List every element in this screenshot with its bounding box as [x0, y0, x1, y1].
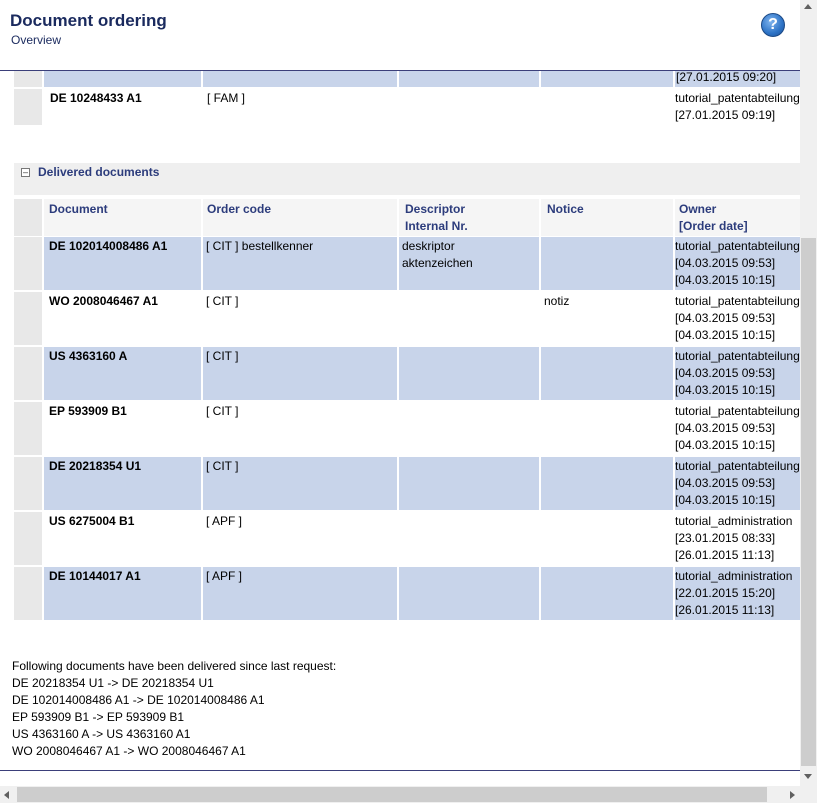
row-gutter: [14, 567, 42, 620]
owner-name: tutorial_patentabteilung: [675, 349, 800, 363]
order-date: [04.03.2015 09:53]: [675, 256, 776, 270]
delivery-line: WO 2008046467 A1 -> WO 2008046467 A1: [12, 744, 246, 758]
table-cell: [399, 457, 539, 510]
table-cell: [44, 71, 201, 87]
table-cell: [399, 71, 539, 87]
owner-name: tutorial_administration: [675, 514, 793, 528]
delivery-date: [04.03.2015 10:15]: [675, 438, 776, 452]
column-label: Descriptor: [405, 202, 466, 216]
delivery-date: [26.01.2015 11:13]: [675, 603, 775, 617]
descriptor: deskriptor: [402, 239, 455, 253]
document-number[interactable]: WO 2008046467 A1: [49, 294, 158, 308]
table-cell: [541, 567, 673, 620]
page-subtitle: Overview: [11, 33, 62, 47]
table-cell: [399, 567, 539, 620]
table-cell: [399, 512, 539, 565]
content-area: [0, 71, 800, 770]
owner-name: tutorial_patentabteilung: [675, 239, 800, 253]
column-header-document[interactable]: [44, 199, 201, 236]
owner-name: tutorial_patentabteilung: [675, 459, 800, 473]
owner-date: [27.01.2015 09:19]: [675, 108, 776, 122]
delivery-line: DE 20218354 U1 -> DE 20218354 U1: [12, 676, 214, 690]
table-cell: [541, 347, 673, 400]
column-label: Owner: [679, 202, 717, 216]
delivery-message: [12, 658, 336, 760]
horizontal-scroll-thumb[interactable]: [17, 787, 767, 802]
notice: notiz: [544, 294, 570, 308]
delivery-line: DE 102014008486 A1 -> DE 102014008486 A1: [12, 693, 265, 707]
column-header-descriptor[interactable]: [399, 199, 539, 236]
order-date: [23.01.2015 08:33]: [675, 531, 776, 545]
delivered-section-title[interactable]: Delivered documents: [38, 165, 160, 179]
table-cell: [203, 71, 397, 87]
order-date: [04.03.2015 09:53]: [675, 421, 776, 435]
owner-name: tutorial_patentabteilung: [675, 294, 800, 308]
column-label: [Order date]: [679, 219, 748, 233]
table-cell: [541, 512, 673, 565]
document-number[interactable]: DE 10248433 A1: [50, 91, 142, 105]
owner-date: [27.01.2015 09:20]: [675, 71, 800, 87]
delivery-line: EP 593909 B1 -> EP 593909 B1: [12, 710, 185, 724]
scroll-down-icon[interactable]: [804, 774, 812, 779]
order-date: [04.03.2015 09:53]: [675, 476, 776, 490]
row-gutter: [14, 347, 42, 400]
order-code: [ CIT ]: [206, 294, 239, 308]
row-gutter: [14, 237, 42, 290]
delivery-date: [26.01.2015 11:13]: [675, 548, 775, 562]
delivery-date: [04.03.2015 10:15]: [675, 273, 776, 287]
row-gutter: [14, 512, 42, 565]
scrollbar-corner: [800, 786, 817, 803]
row-gutter: [14, 457, 42, 510]
table-cell: [541, 71, 673, 87]
document-number[interactable]: US 6275004 B1: [49, 514, 135, 528]
document-number[interactable]: DE 20218354 U1: [49, 459, 142, 473]
row-gutter: [14, 402, 42, 455]
table-cell: [541, 402, 673, 455]
scroll-up-icon[interactable]: [804, 4, 812, 9]
row-gutter: [14, 292, 42, 345]
order-code: [ CIT ]: [206, 349, 239, 363]
help-icon[interactable]: ?: [761, 13, 785, 37]
order-code: [ CIT ]: [206, 404, 239, 418]
document-number[interactable]: US 4363160 A: [49, 349, 128, 363]
table-cell: [399, 292, 539, 345]
document-number[interactable]: DE 102014008486 A1: [49, 239, 168, 253]
order-date: [22.01.2015 15:20]: [675, 586, 776, 600]
column-label: Notice: [547, 202, 584, 216]
table-cell: [399, 347, 539, 400]
order-date: [04.03.2015 09:53]: [675, 366, 776, 380]
table-cell: [399, 402, 539, 455]
delivery-line: US 4363160 A -> US 4363160 A1: [12, 727, 191, 741]
column-label: Order code: [207, 202, 272, 216]
footer-divider: [0, 770, 800, 771]
column-label: Internal Nr.: [405, 219, 468, 233]
delivery-date: [04.03.2015 10:15]: [675, 383, 776, 397]
table-cell: [541, 237, 673, 290]
delivery-message-intro: Following documents have been delivered since last request:: [12, 659, 337, 673]
header-gutter: [14, 199, 42, 236]
delivery-date: [04.03.2015 10:15]: [675, 328, 776, 342]
row-gutter: [14, 89, 42, 125]
document-number[interactable]: DE 10144017 A1: [49, 569, 141, 583]
vertical-scroll-thumb[interactable]: [801, 238, 816, 766]
column-header-order-code[interactable]: [203, 199, 397, 236]
page-title: Document ordering: [10, 11, 167, 30]
order-code: [ FAM ]: [207, 91, 246, 105]
column-label: Document: [49, 202, 108, 216]
order-code: [ APF ]: [206, 569, 243, 583]
owner-name: tutorial_patentabteilung: [675, 404, 800, 418]
order-date: [04.03.2015 09:53]: [675, 311, 776, 325]
row-gutter: [14, 71, 42, 87]
column-header-notice[interactable]: [541, 199, 673, 236]
document-number[interactable]: EP 593909 B1: [49, 404, 127, 418]
scroll-right-icon[interactable]: [790, 791, 795, 799]
collapse-icon[interactable]: –: [22, 167, 28, 177]
order-code: [ CIT ]: [206, 459, 239, 473]
table-cell: [541, 457, 673, 510]
order-code: [ CIT ] bestellkenner: [206, 239, 314, 253]
page-header: [0, 0, 800, 70]
scroll-left-icon[interactable]: [4, 791, 9, 799]
column-header-owner[interactable]: [675, 199, 800, 236]
owner-name: tutorial_patentabteilung: [675, 91, 800, 105]
owner-name: tutorial_administration: [675, 569, 793, 583]
order-code: [ APF ]: [206, 514, 243, 528]
delivery-date: [04.03.2015 10:15]: [675, 493, 776, 507]
internal-nr: aktenzeichen: [402, 256, 473, 270]
